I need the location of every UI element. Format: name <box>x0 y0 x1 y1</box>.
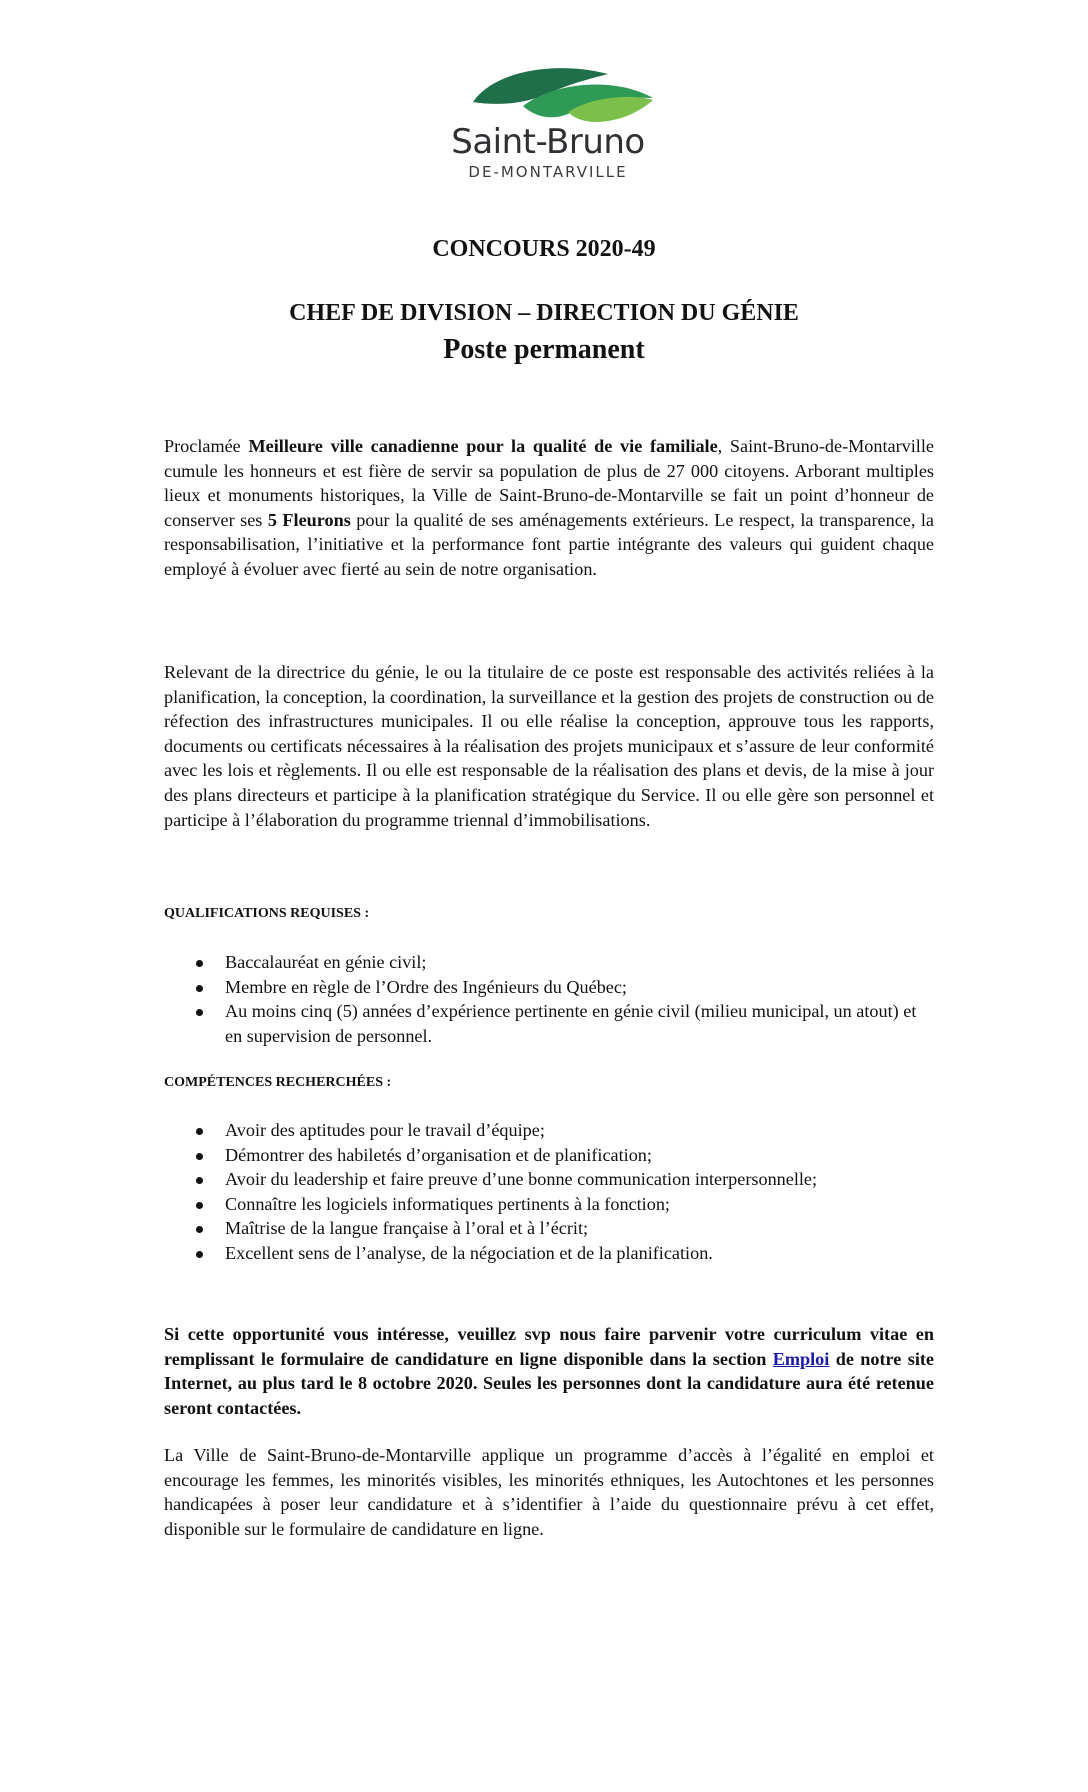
list-item: Démontrer des habiletés d’organisation et de planification; <box>164 1143 934 1168</box>
intro-text-3: pour la qualité de ses aménagements extérieurs. Le respect, la transparence, la responsabilisation, l’initiative et la performance font partie intégrante des valeurs qui guident chaque employé à évoluer avec fierté au sein de notre organisation. <box>164 509 934 579</box>
job-title: CHEF DE DIVISION – DIRECTION DU GÉNIE <box>289 300 799 326</box>
logo-wordmark: Saint-Bruno <box>451 122 645 162</box>
competition-number: CONCOURS 2020-49 <box>432 236 656 262</box>
role-paragraph: Relevant de la directrice du génie, le ou la titulaire de ce poste est responsable des activités reliées à la planification, la conception, la coordination, la surveillance et la gestion des projets de construction ou de réfection des infrastructures municipales. Il ou elle réalise la conception, approuve tous les rapports, documents ou certificats nécessaires à la réalisation des projets municipaux et s’assure de leur conformité avec les lois et règlements. Il ou elle est responsable de la réalisation des plans et devis, de la mise à jour des plans directeurs et participe à la planification stratégique du Service. Il ou elle gère son personnel et participe à l’élaboration du programme triennal d’immobilisations. <box>164 662 934 830</box>
leaf-logo-icon <box>418 60 678 130</box>
application-paragraph <box>164 1322 934 1420</box>
logo-subtitle: DE-MONTARVILLE <box>468 163 628 181</box>
intro-paragraph <box>164 434 934 582</box>
list-item: Avoir du leadership et faire preuve d’une bonne communication interpersonnelle; <box>164 1167 934 1192</box>
qualifications-heading: QUALIFICATIONS REQUISES : <box>164 906 370 921</box>
apply-text-1: Si cette opportunité vous intéresse, veuillez svp nous faire parvenir votre curriculum vitae en remplissant le formulaire de candidature en ligne disponible dans la section <box>164 1324 934 1369</box>
city-logo <box>418 60 678 190</box>
list-item: Au moins cinq (5) années d’expérience pertinente en génie civil (milieu municipal, un atout) et en supervision de personnel. <box>164 999 934 1048</box>
competences-list <box>164 1118 934 1265</box>
intro-bold-award: Meilleure ville canadienne pour la qualité de vie familiale <box>248 436 718 456</box>
list-item: Excellent sens de l’analyse, de la négociation et de la planification. <box>164 1241 934 1266</box>
intro-bold-fleurons: 5 Fleurons <box>267 509 351 530</box>
qualifications-list <box>164 950 934 1048</box>
list-item: Membre en règle de l’Ordre des Ingénieurs du Québec; <box>164 975 934 1000</box>
job-status: Poste permanent <box>443 334 645 365</box>
list-item: Baccalauréat en génie civil; <box>164 950 934 975</box>
list-item: Avoir des aptitudes pour le travail d’équipe; <box>164 1118 934 1143</box>
list-item: Maîtrise de la langue française à l’oral et à l’écrit; <box>164 1216 934 1241</box>
list-item: Connaître les logiciels informatiques pertinents à la fonction; <box>164 1192 934 1217</box>
equality-paragraph: La Ville de Saint-Bruno-de-Montarville applique un programme d’accès à l’égalité en emploi et encourage les femmes, les minorités visibles, les minorités ethniques, les Autochtones et les personnes handicapées à poser leur candidature et à s’identifier à l’aide du questionnaire prévu à cet effet, disponible sur le formulaire de candidature en ligne. <box>164 1445 934 1539</box>
apply-text-2: de notre site Internet, au plus tard le 8 octobre 2020. Seules les personnes dont la candidature aura été retenue seront contactées. <box>164 1348 934 1418</box>
competences-heading: COMPÉTENCES RECHERCHÉES : <box>164 1075 392 1090</box>
emploi-link[interactable]: Emploi <box>772 1348 830 1369</box>
intro-text-2: , Saint-Bruno-de-Montarville cumule les honneurs et est fière de servir sa population de plus de 27 000 citoyens. Arborant multiples lieux et monuments historiques, la Ville de Saint-Bruno-de-Montarville se fait un point d’honneur de conserver ses <box>164 436 934 530</box>
intro-text-1: Proclamée <box>164 436 249 456</box>
